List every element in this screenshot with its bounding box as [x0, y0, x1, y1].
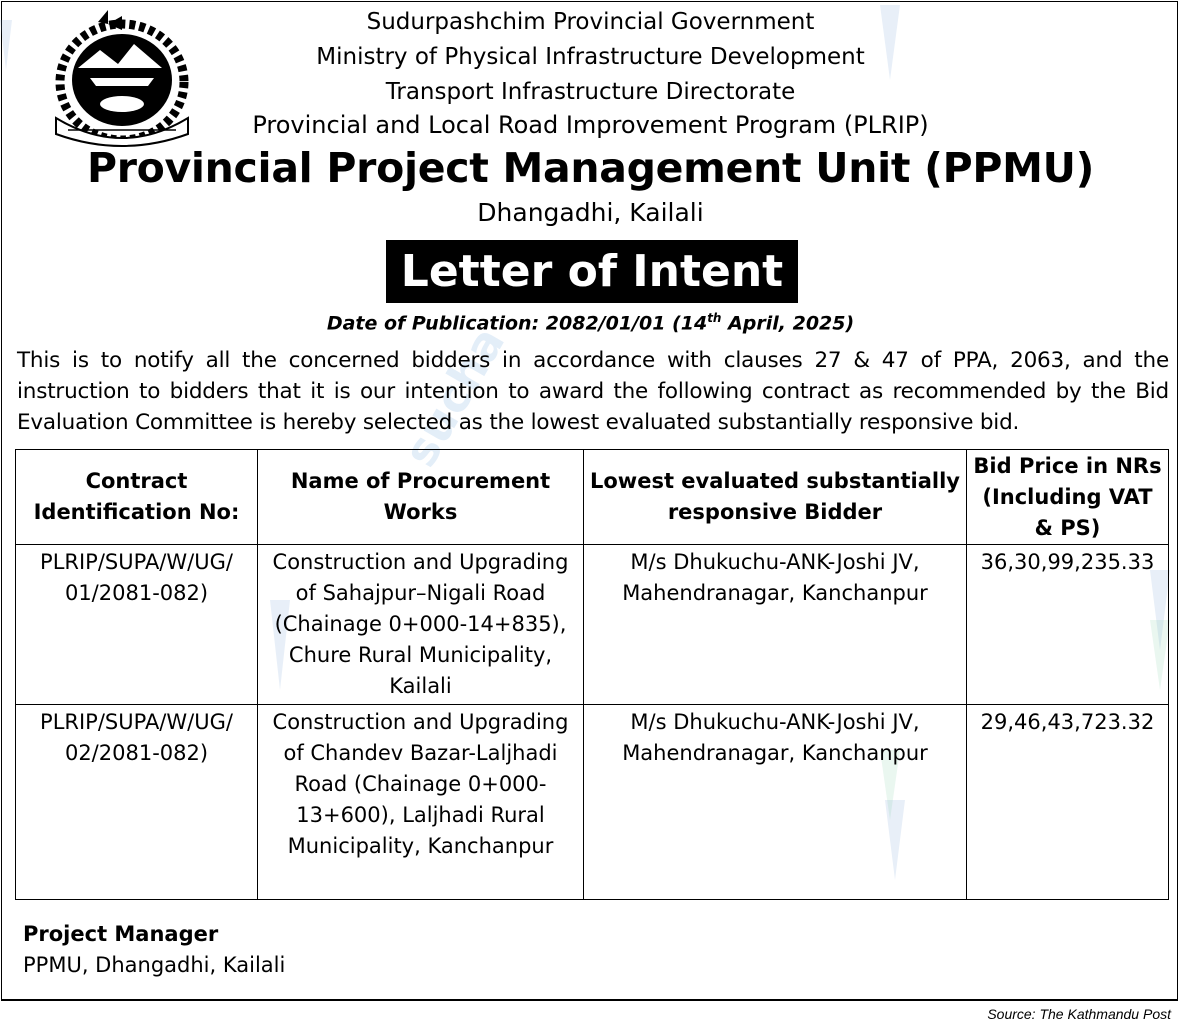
svg-text:sucha: sucha — [392, 317, 516, 476]
header-directorate: Transport Infrastructure Directorate — [385, 79, 796, 105]
page-title: Provincial Project Management Unit (PPMU) — [86, 144, 1095, 192]
contract-id-cell: PLRIP/SUPA/W/UG/ 01/2081-082) — [16, 545, 258, 705]
signatory-title: Project Manager — [23, 922, 219, 946]
contract-award-table — [15, 449, 1169, 900]
header-program: Provincial and Local Road Improvement Program (PLRIP) — [252, 111, 929, 139]
header-ministry: Ministry of Physical Infrastructure Development — [316, 44, 865, 70]
table-row — [16, 545, 1169, 705]
source-credit: Source: The Kathmandu Post — [987, 1006, 1171, 1022]
intro-paragraph: This is to notify all the concerned bidders in accordance with clauses 27 & 47 of PPA, 2063, and the instruction to bidders that it is our intention to award the following contract as recommended by the Bid Evaluation Committee is hereby selected as the lowest evaluated substantially responsive bid. — [17, 348, 1169, 435]
header-bidder: Lowest evaluated substantially responsive Bidder — [584, 450, 967, 545]
office-location: Dhangadhi, Kailali — [477, 198, 704, 227]
bidder-cell: M/s Dhukuchu-ANK-Joshi JV, Mahendranagar, Kanchanpur — [584, 545, 967, 705]
signatory-office: PPMU, Dhangadhi, Kailali — [23, 953, 286, 977]
header-works: Name of Procurement Works — [258, 450, 584, 545]
works-cell: Construction and Upgrading of Sahajpur–Nigali Road (Chainage 0+000-14+835), Chure Rural Municipality, Kailali — [258, 545, 584, 705]
publication-date: Date of Publication: 2082/01/01 (14th April, 2025) — [326, 311, 855, 335]
price-cell: 36,30,99,235.33 — [967, 545, 1169, 705]
table-row — [16, 705, 1169, 900]
bidder-cell: M/s Dhukuchu-ANK-Joshi JV, Mahendranagar, Kanchanpur — [584, 705, 967, 900]
header-government: Sudurpashchim Provincial Government — [366, 9, 815, 35]
header-price: Bid Price in NRs (Including VAT & PS) — [967, 450, 1169, 545]
contract-id-cell: PLRIP/SUPA/W/UG/ 02/2081-082) — [16, 705, 258, 900]
works-cell: Construction and Upgrading of Chandev Bazar-Laljhadi Road (Chainage 0+000-13+600), Laljhadi Rural Municipality, Kanchanpur — [258, 705, 584, 900]
letter-of-intent-banner: Letter of Intent — [386, 240, 798, 303]
price-cell: 29,46,43,723.32 — [967, 705, 1169, 900]
header-contract-id: Contract Identification No: — [16, 450, 258, 545]
table-header-row — [16, 450, 1169, 545]
signature-block — [23, 919, 285, 981]
